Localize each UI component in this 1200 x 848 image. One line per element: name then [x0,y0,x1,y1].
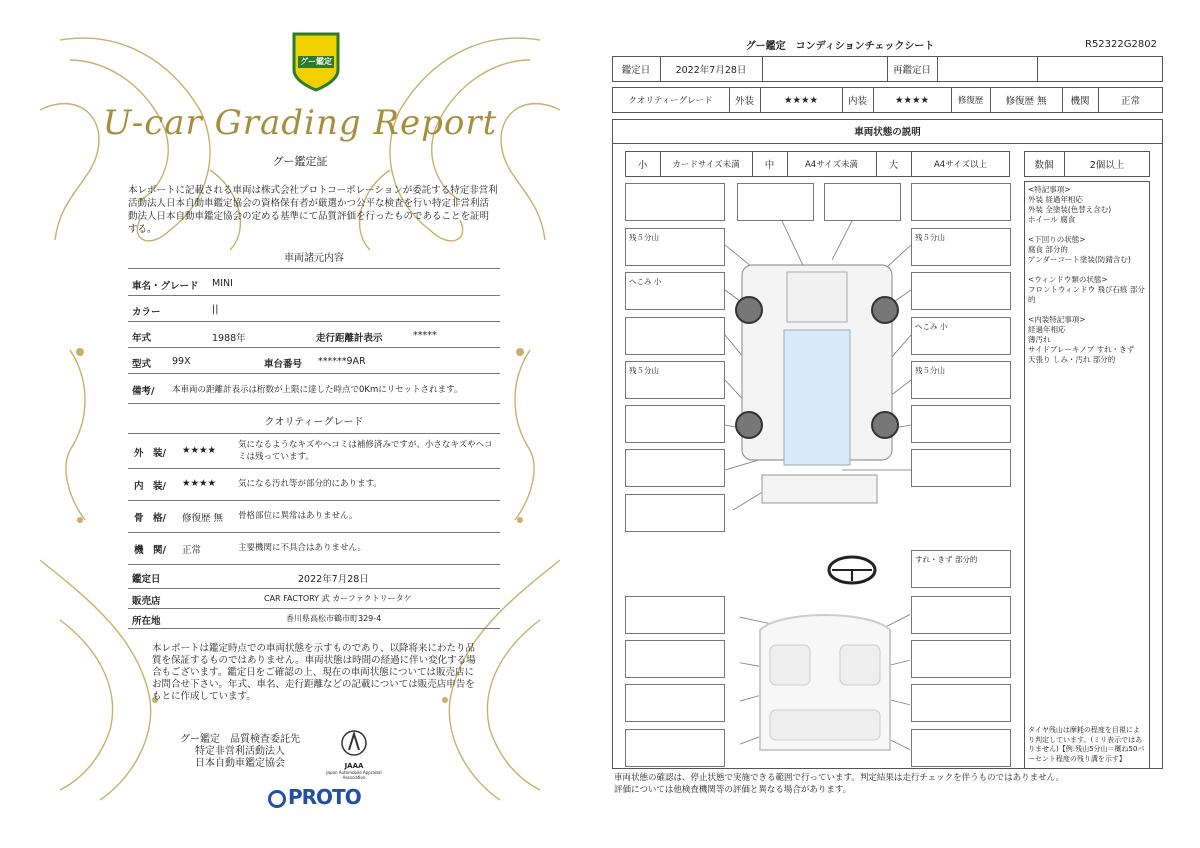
grade-description: 骨格部位に異常はありません。 [238,511,358,521]
legend-large: 大 [888,160,899,171]
notes-panel [1024,181,1150,769]
legend-medium: 中 [764,160,775,171]
jaaa-label: JAAA [344,762,364,770]
car-rear-bumper [762,475,877,503]
exterior-label: 外装 [734,96,754,107]
count-value: 2個以上 [1089,160,1125,171]
spec-value: 99X [172,356,191,367]
car-exterior-diagram [612,180,1022,510]
legend-large-desc: A4サイズ以上 [933,160,988,170]
count-label: 数個 [1034,160,1054,171]
spec-label: 車台番号 [264,359,303,370]
callout-text: 残５分山 [629,366,659,375]
note-line: 外装 経過年相応 [1028,195,1083,204]
appraisal-date-row [128,565,500,589]
spec-row-model [128,348,500,374]
callout-box [911,596,1011,634]
issuer-block [170,734,310,770]
spec-label: 年式 [132,333,152,344]
spec-row-name [128,270,500,296]
note-line: 外装 全塗装(色替え含む) [1028,205,1112,214]
repair-label: 修復歴 [957,96,984,106]
callout-box [625,640,725,678]
address-row [128,609,500,629]
spec-row-color [128,296,500,322]
spec-value: || [212,304,219,315]
note-line: フロントウィンドウ 飛び石痕 部分的 [1028,285,1145,304]
legend-medium-desc: A4サイズ未満 [804,160,859,170]
steering-wheel-icon [826,553,878,587]
interior-label: 内装 [847,96,867,107]
reappraisal-label: 再鑑定日 [892,65,931,76]
note-line: ホイール 腐食 [1028,215,1076,224]
issuer-line: 特定非営利活動法人 [195,746,285,757]
issuer-line: 日本自動車鑑定協会 [195,758,285,769]
callout-box [625,729,725,767]
spec-value: 1988年 [212,333,246,344]
grade-description: 気になるようなキズやヘコミは補修済みですが、小さなキズやヘコミは残っています。 [238,440,493,462]
footer-line: 車両状態の確認は、停止状態で実施できる範囲で行っています。判定結果は走行チェックを伴うものではありません。 [614,773,1065,783]
note-line: <ウィンドウ類の状態> [1028,275,1108,284]
sheet-footer [614,772,1174,796]
grade-row [128,501,500,533]
note-line: 腐食 部分的 [1028,245,1068,254]
grade-value: ★★★★ [182,445,217,456]
note-line [1028,225,1146,235]
grade-row [128,435,500,469]
proto-mark-icon [268,790,286,808]
engine-value: 正常 [1120,96,1140,107]
grade-label: 外 装/ [134,448,166,459]
note-line: 天張り しみ・汚れ 部分的 [1028,355,1116,364]
callout-text: すれ・きず 部分的 [915,555,978,564]
spec-label: カラー [132,307,161,318]
repair-value: 修復歴 無 [1005,96,1047,107]
spec-label: 走行距離計表示 [316,333,383,344]
divider [612,143,1163,144]
car-hood [787,272,847,322]
spec-value: 香川県高松市鶴市町329-4 [286,614,382,623]
footer-line: 評価については他検査機関等の評価と異なる場合があります。 [614,785,852,795]
note-line: 経過年相応 [1028,325,1066,334]
spec-value: 本車両の距離計表示は桁数が上限に達した時点で0Kmにリセットされます。 [172,385,463,395]
grade-label: 内 装/ [134,481,166,492]
goo-appraisal-badge [288,30,344,92]
note-line [1028,265,1146,275]
spec-label: 型式 [132,359,152,370]
disclaimer: 本レポートは鑑定時点での車両状態を示すものであり、以降将来にわたり品質を保証するものではありません。車両状態は時間の経過に伴い変化する場合もございます。鑑定日をご確認の上、現在の車両状態については販売店にお問合せ下さい。年式、車名、走行距離などの記載については販売店申告をもとに作成しています。 [152,643,476,702]
rear-right-tire-icon [872,412,898,438]
spec-value: ***** [413,330,437,341]
grade-label: 骨 格/ [134,513,166,524]
spec-value: MINI [212,278,233,289]
grade-label: 機 関/ [134,545,166,556]
condition-heading: 車両状態の説明 [854,127,921,138]
callout-box [625,596,725,634]
note-line: アンダーコート塗装(防錆含む) [1028,255,1131,264]
callout-text: 残５分山 [629,233,659,242]
grade-row [128,469,500,501]
front-left-tire-icon [736,297,762,323]
callout-text: へこみ 小 [915,322,948,331]
tire-note: タイヤ残山は摩耗の程度を目視により判定しています。(ミリ表示ではありません)【例:残山5分山＝概ね50パーセント程度の残り溝を示す】 [1028,726,1145,763]
callout-text: 残５分山 [915,233,945,242]
note-line: サイドブレーキノブ すれ・きず [1028,345,1135,354]
note-line [1028,305,1146,315]
legend-small: 小 [637,160,648,171]
certificate-intro: 本レポートに記載される車両は株式会社プロトコーポレーションが委託する特定非営利活動法人日本自動車鑑定協会の資格保有者が厳選かつ公平な検査を行い特定非営利活動法人日本自動車鑑定協会の定める基準にて品質評価を行ったものであることを証明する。 [128,185,498,235]
callout-box [911,640,1011,678]
car-interior-diagram [740,600,910,760]
grade-value: 正常 [182,545,202,556]
jaaa-logo [318,728,390,780]
jaaa-sub: Japan Automobile Appraisal Association [326,770,382,780]
callout-box [625,684,725,722]
divider [128,433,500,434]
exterior-stars: ★★★★ [783,94,819,106]
grade-value: ★★★★ [182,478,217,489]
specs-heading: 車両諸元内容 [284,253,344,264]
callout-text: へこみ 小 [629,277,662,286]
rear-left-tire-icon [736,412,762,438]
note-line: <特記事項> [1028,185,1071,194]
badge-label: グー鑑定 [300,57,332,66]
note-line: <下回りの状態> [1028,235,1086,244]
spec-label: 車名・グレード [132,281,199,292]
spec-label: 鑑定日 [132,574,161,585]
spec-label: 販売店 [132,596,161,607]
sheet-id: R52322G2802 [1085,39,1157,50]
issuer-line: グー鑑定 品質検査委託先 [180,734,300,745]
divider [128,268,500,269]
sheet-title: グー鑑定 コンディションチェックシート [745,41,935,52]
note-line: <内装特記事項> [1028,315,1086,324]
grade-value: 修復歴 無 [182,513,224,524]
dealer-row [128,589,500,609]
date-label: 鑑定日 [621,65,651,76]
proto-logo [268,785,361,809]
note-line: 薄汚れ [1028,335,1051,344]
interior-stars: ★★★★ [894,94,930,106]
spec-row-year [128,322,500,348]
spec-value: CAR FACTORY 武 カーファクトリータケ [264,594,412,603]
spec-value: ******9AR [318,356,366,367]
report-title: U-car Grading Report [102,103,498,143]
quality-grade-label: クオリティーグレード [628,96,713,106]
proto-logo-text: PROTO [288,785,361,809]
certificate-subtitle: グー鑑定証 [272,155,328,168]
date-value: 2022年7月28日 [675,65,747,76]
front-right-tire-icon [872,297,898,323]
callout-box [911,729,1011,767]
grade-description: 主要機関に不具合はありません。 [238,543,367,553]
callout-text: 残５分山 [915,366,945,375]
callout-box [911,550,1011,588]
car-cabin-window [784,330,850,465]
engine-label: 機関 [1070,96,1090,107]
grade-heading: クオリティーグレード [264,417,364,428]
callout-box [911,684,1011,722]
spec-label: 所在地 [132,616,161,627]
spec-value: 2022年7月28日 [298,574,369,585]
grade-description: 気になる汚れ等が部分的にあります。 [238,479,382,489]
grade-row [128,533,500,565]
spec-row-remarks [128,374,500,404]
legend-small-desc: カードサイズ未満 [672,160,740,170]
spec-label: 備考/ [132,386,155,397]
